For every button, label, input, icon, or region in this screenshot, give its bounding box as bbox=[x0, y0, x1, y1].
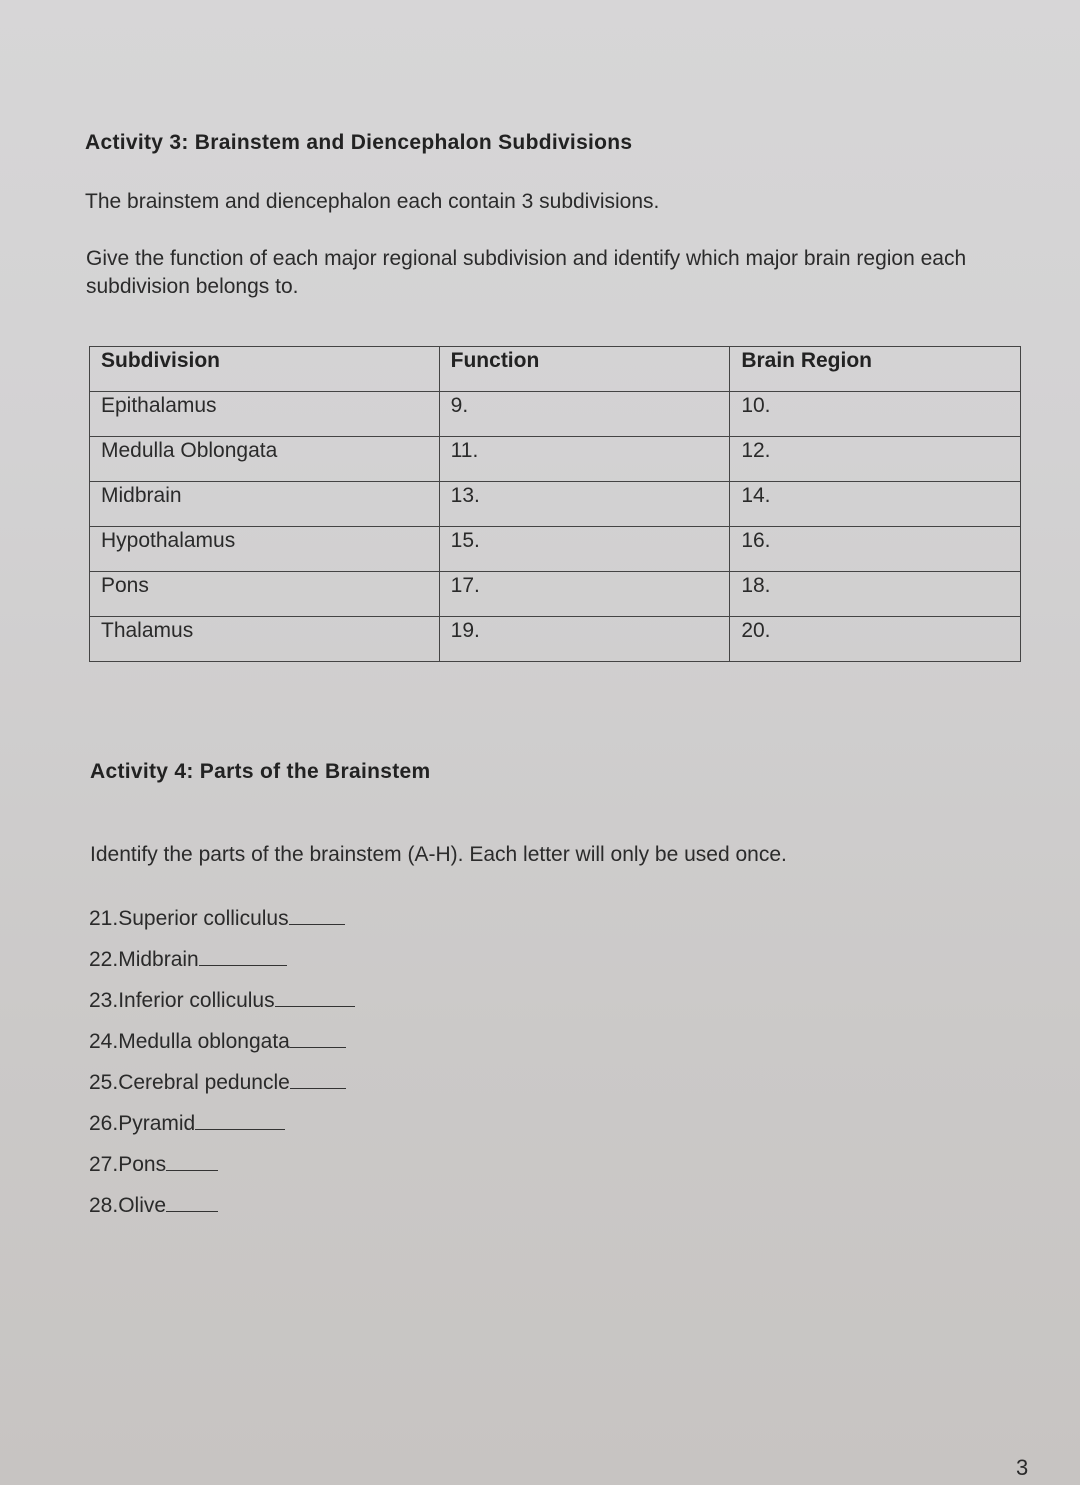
cell-brain-region[interactable]: 10. bbox=[730, 392, 1021, 437]
item-label: Pyramid bbox=[118, 1112, 196, 1135]
item-number: 25. bbox=[89, 1071, 119, 1094]
activity4-instructions: Identify the parts of the brainstem (A-H). Each letter will only be used once. bbox=[90, 843, 787, 866]
table-row bbox=[90, 617, 1021, 662]
cell-subdivision: Medulla Oblongata bbox=[90, 437, 440, 482]
cell-brain-region[interactable]: 20. bbox=[730, 617, 1021, 662]
brainstem-parts-list bbox=[89, 906, 355, 1234]
activity3-title: Activity 3: Brainstem and Diencephalon Subdivisions bbox=[85, 131, 633, 154]
cell-subdivision: Thalamus bbox=[90, 617, 440, 662]
list-item bbox=[89, 1070, 355, 1111]
item-number: 27. bbox=[89, 1153, 119, 1176]
cell-subdivision: Midbrain bbox=[90, 482, 440, 527]
item-label: Olive bbox=[118, 1194, 167, 1217]
item-number: 28. bbox=[89, 1194, 119, 1217]
answer-blank[interactable] bbox=[289, 906, 345, 925]
item-label: Cerebral peduncle bbox=[118, 1071, 290, 1094]
item-number: 26. bbox=[89, 1112, 119, 1135]
list-item bbox=[89, 1152, 355, 1193]
header-function: Function bbox=[439, 347, 730, 392]
cell-subdivision: Hypothalamus bbox=[90, 527, 440, 572]
header-brain-region: Brain Region bbox=[730, 347, 1021, 392]
page-number: 3 bbox=[1016, 1455, 1029, 1480]
cell-subdivision: Pons bbox=[90, 572, 440, 617]
activity3-instructions: Give the function of each major regional subdivision and identify which major brain region each subdivision belongs to. bbox=[86, 247, 967, 298]
item-label: Pons bbox=[118, 1153, 167, 1176]
list-item bbox=[89, 1029, 355, 1070]
item-label: Midbrain bbox=[118, 948, 199, 971]
list-item bbox=[89, 1193, 355, 1234]
cell-brain-region[interactable]: 18. bbox=[730, 572, 1021, 617]
cell-brain-region[interactable]: 14. bbox=[730, 482, 1021, 527]
item-number: 21. bbox=[89, 907, 119, 930]
table-row bbox=[90, 482, 1021, 527]
table-row bbox=[90, 392, 1021, 437]
cell-function[interactable]: 17. bbox=[439, 572, 730, 617]
cell-function[interactable]: 9. bbox=[439, 392, 730, 437]
item-label: Inferior colliculus bbox=[118, 989, 275, 1012]
answer-blank[interactable] bbox=[195, 1111, 285, 1130]
item-label: Medulla oblongata bbox=[118, 1030, 290, 1053]
answer-blank[interactable] bbox=[275, 988, 355, 1007]
cell-function[interactable]: 13. bbox=[439, 482, 730, 527]
cell-function[interactable]: 19. bbox=[439, 617, 730, 662]
table-header-row bbox=[90, 347, 1021, 392]
item-number: 22. bbox=[89, 948, 119, 971]
table-row bbox=[90, 437, 1021, 482]
list-item bbox=[89, 906, 355, 947]
cell-brain-region[interactable]: 12. bbox=[730, 437, 1021, 482]
answer-blank[interactable] bbox=[290, 1070, 346, 1089]
item-number: 24. bbox=[89, 1030, 119, 1053]
list-item bbox=[89, 947, 355, 988]
activity4-title: Activity 4: Parts of the Brainstem bbox=[90, 760, 431, 783]
table-row bbox=[90, 572, 1021, 617]
answer-blank[interactable] bbox=[166, 1193, 218, 1212]
item-label: Superior colliculus bbox=[118, 907, 289, 930]
cell-function[interactable]: 15. bbox=[439, 527, 730, 572]
answer-blank[interactable] bbox=[290, 1029, 346, 1048]
cell-function[interactable]: 11. bbox=[439, 437, 730, 482]
answer-blank[interactable] bbox=[166, 1152, 218, 1171]
item-number: 23. bbox=[89, 989, 119, 1012]
table-row bbox=[90, 527, 1021, 572]
list-item bbox=[89, 988, 355, 1029]
subdivision-table bbox=[89, 346, 1021, 662]
list-item bbox=[89, 1111, 355, 1152]
cell-brain-region[interactable]: 16. bbox=[730, 527, 1021, 572]
header-subdivision: Subdivision bbox=[90, 347, 440, 392]
cell-subdivision: Epithalamus bbox=[90, 392, 440, 437]
activity3-intro: The brainstem and diencephalon each contain 3 subdivisions. bbox=[85, 190, 660, 213]
answer-blank[interactable] bbox=[199, 947, 287, 966]
